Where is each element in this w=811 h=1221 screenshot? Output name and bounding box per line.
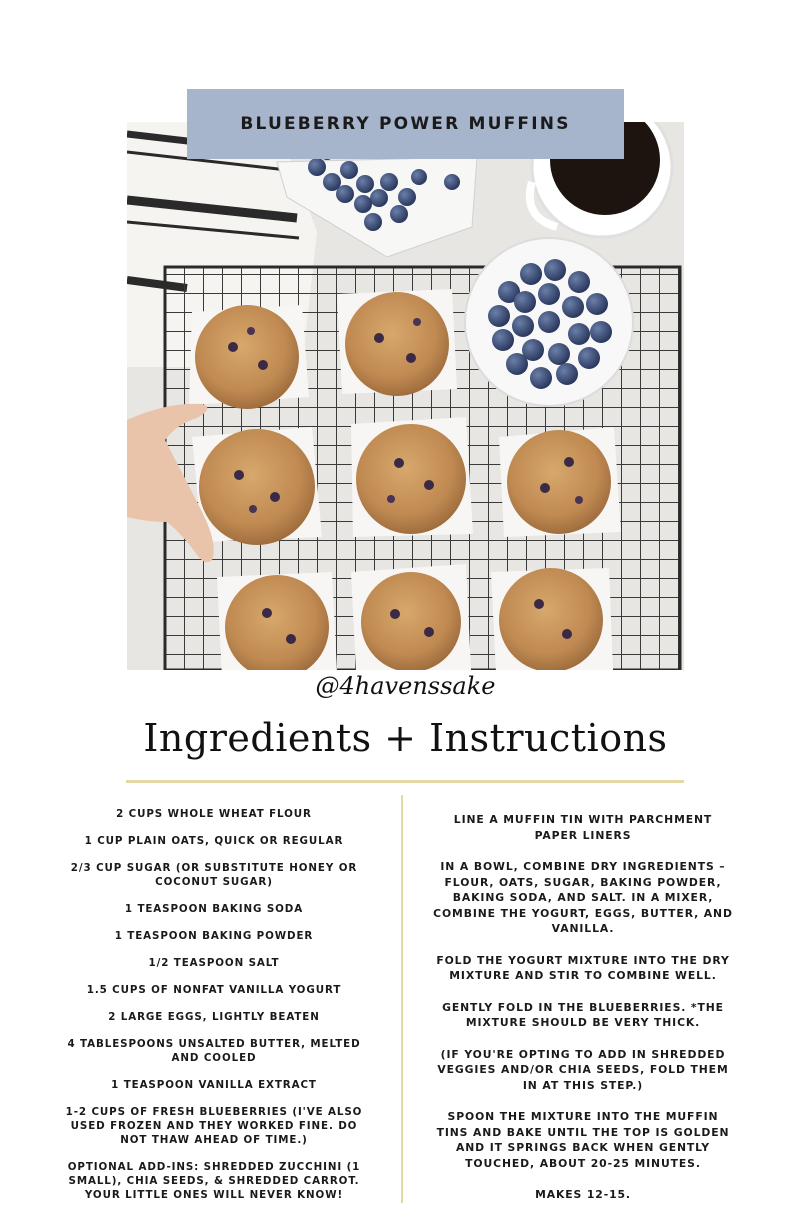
instruction-step: (IF YOU'RE OPTING TO ADD IN SHREDDED VEGGIES AND/OR CHIA SEEDS, FOLD THEM IN AT THIS STEP.) — [437, 1047, 729, 1092]
ingredient-item: 1 TEASPOON VANILLA EXTRACT — [111, 1079, 317, 1091]
ingredient-item: 2/3 CUP SUGAR (OR SUBSTITUTE HONEY OR COCONUT SUGAR) — [70, 862, 358, 888]
ingredient-item: 2 CUPS WHOLE WHEAT FLOUR — [116, 808, 312, 820]
ingredients-list — [58, 807, 370, 1215]
muffin-photo — [127, 122, 684, 670]
ingredient-item: 4 TABLESPOONS UNSALTED BUTTER, MELTED AND COOLED — [67, 1038, 361, 1064]
column-divider — [401, 795, 403, 1203]
recipe-title: BLUEBERRY POWER MUFFINS — [240, 114, 571, 134]
instruction-step: SPOON THE MIXTURE INTO THE MUFFIN TINS AND BAKE UNTIL THE TOP IS GOLDEN AND IT SPRINGS BACK WHEN GENTLY TOUCHED, ABOUT 20-25 MINUTES. — [436, 1110, 730, 1170]
heading-rule — [126, 780, 684, 783]
ingredient-item: 1.5 CUPS OF NONFAT VANILLA YOGURT — [86, 984, 342, 996]
instructions-list — [430, 812, 736, 1219]
instruction-step: LINE A MUFFIN TIN WITH PARCHMENT PAPER LINERS — [453, 813, 713, 842]
ingredient-item: 1 TEASPOON BAKING POWDER — [114, 930, 314, 942]
instruction-step: MAKES 12-15. — [535, 1188, 631, 1201]
ingredient-item: OPTIONAL ADD-INS: SHREDDED ZUCCHINI (1 SMALL), CHIA SEEDS, & SHREDDED CARROT. YOUR LITTLE ONES WILL NEVER KNOW! — [67, 1161, 361, 1201]
section-heading: Ingredients + Instructions — [143, 716, 668, 760]
ingredient-item: 2 LARGE EGGS, LIGHTLY BEATEN — [108, 1011, 320, 1023]
instruction-step: IN A BOWL, COMBINE DRY INGREDIENTS – FLOUR, OATS, SUGAR, BAKING POWDER, BAKING SODA, AND SALT. IN A MIXER, COMBINE THE YOGURT, EGGS, BUTTER, AND VANILLA. — [433, 860, 733, 935]
ingredient-item: 1/2 TEASPOON SALT — [148, 957, 280, 969]
title-banner — [187, 89, 624, 159]
instruction-step: GENTLY FOLD IN THE BLUEBERRIES. *THE MIXTURE SHOULD BE VERY THICK. — [442, 1000, 724, 1029]
ingredient-item: 1-2 CUPS OF FRESH BLUEBERRIES (I'VE ALSO USED FROZEN AND THEY WORKED FINE. DO NOT THAW AHEAD OF TIME.) — [65, 1106, 363, 1146]
ingredient-item: 1 TEASPOON BAKING SODA — [124, 903, 304, 915]
social-handle: @4havenssake — [315, 672, 496, 700]
instruction-step: FOLD THE YOGURT MIXTURE INTO THE DRY MIXTURE AND STIR TO COMBINE WELL. — [436, 953, 730, 982]
ingredient-item: 1 CUP PLAIN OATS, QUICK OR REGULAR — [84, 835, 344, 847]
